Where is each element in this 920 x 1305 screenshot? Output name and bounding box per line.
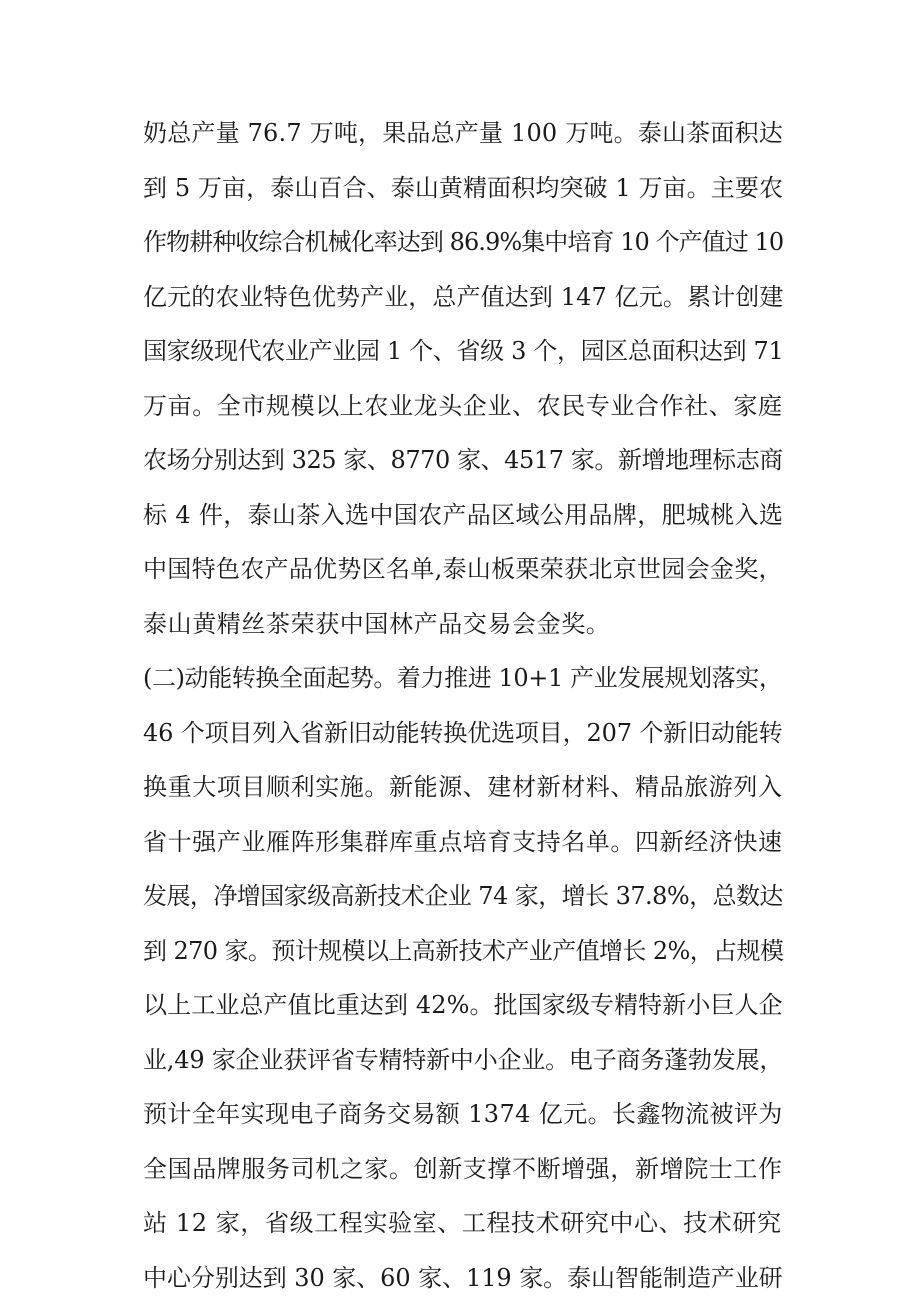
text-line-10: 泰山黄精丝茶荣获中国林产品交易会金奖。 <box>143 597 783 652</box>
text-line-9: 中国特色农产品优势区名单,泰山板栗荣获北京世园会金奖， <box>143 542 783 597</box>
text-line-19: 预计全年实现电子商务交易额 1374 亿元。长鑫物流被评为 <box>143 1087 783 1142</box>
text-line-2: 到 5 万亩，泰山百合、泰山黄精面积均突破 1 万亩。主要农 <box>143 161 783 216</box>
text-line-21: 站 12 家，省级工程实验室、工程技术研究中心、技术研究 <box>143 1196 783 1251</box>
text-line-12: 46 个项目列入省新旧动能转换优选项目，207 个新旧动能转 <box>143 706 783 761</box>
text-line-18: 业,49 家企业获评省专精特新中小企业。电子商务蓬勃发展， <box>143 1033 783 1088</box>
text-line-4: 亿元的农业特色优势产业，总产值达到 147 亿元。累计创建 <box>143 270 783 325</box>
text-line-6: 万亩。全市规模以上农业龙头企业、农民专业合作社、家庭 <box>143 379 783 434</box>
text-line-8: 标 4 件，泰山茶入选中国农产品区域公用品牌，肥城桃入选 <box>143 488 783 543</box>
text-line-13: 换重大项目顺利实施。新能源、建材新材料、精品旅游列入 <box>143 760 783 815</box>
text-line-16: 到 270 家。预计规模以上高新技术产业产值增长 2%，占规模 <box>143 924 783 979</box>
body-text <box>143 106 783 1305</box>
text-line-22: 中心分别达到 30 家、60 家、119 家。泰山智能制造产业研 <box>143 1251 783 1305</box>
text-line-20: 全国品牌服务司机之家。创新支撑不断增强，新增院士工作 <box>143 1142 783 1197</box>
text-line-3: 作物耕种收综合机械化率达到 86.9%集中培育 10 个产值过 10 <box>143 215 783 270</box>
text-line-14: 省十强产业雁阵形集群库重点培育支持名单。四新经济快速 <box>143 815 783 870</box>
text-line-1: 奶总产量 76.7 万吨，果品总产量 100 万吨。泰山茶面积达 <box>143 106 783 161</box>
section-heading-line: (二)动能转换全面起势。着力推进 10+1 产业发展规划落实， <box>143 651 783 706</box>
text-line-7: 农场分别达到 325 家、8770 家、4517 家。新增地理标志商 <box>143 433 783 488</box>
text-line-15: 发展，净增国家级高新技术企业 74 家，增长 37.8%，总数达 <box>143 869 783 924</box>
text-line-17: 以上工业总产值比重达到 42%。批国家级专精特新小巨人企 <box>143 978 783 1033</box>
text-line-5: 国家级现代农业产业园 1 个、省级 3 个，园区总面积达到 71 <box>143 324 783 379</box>
